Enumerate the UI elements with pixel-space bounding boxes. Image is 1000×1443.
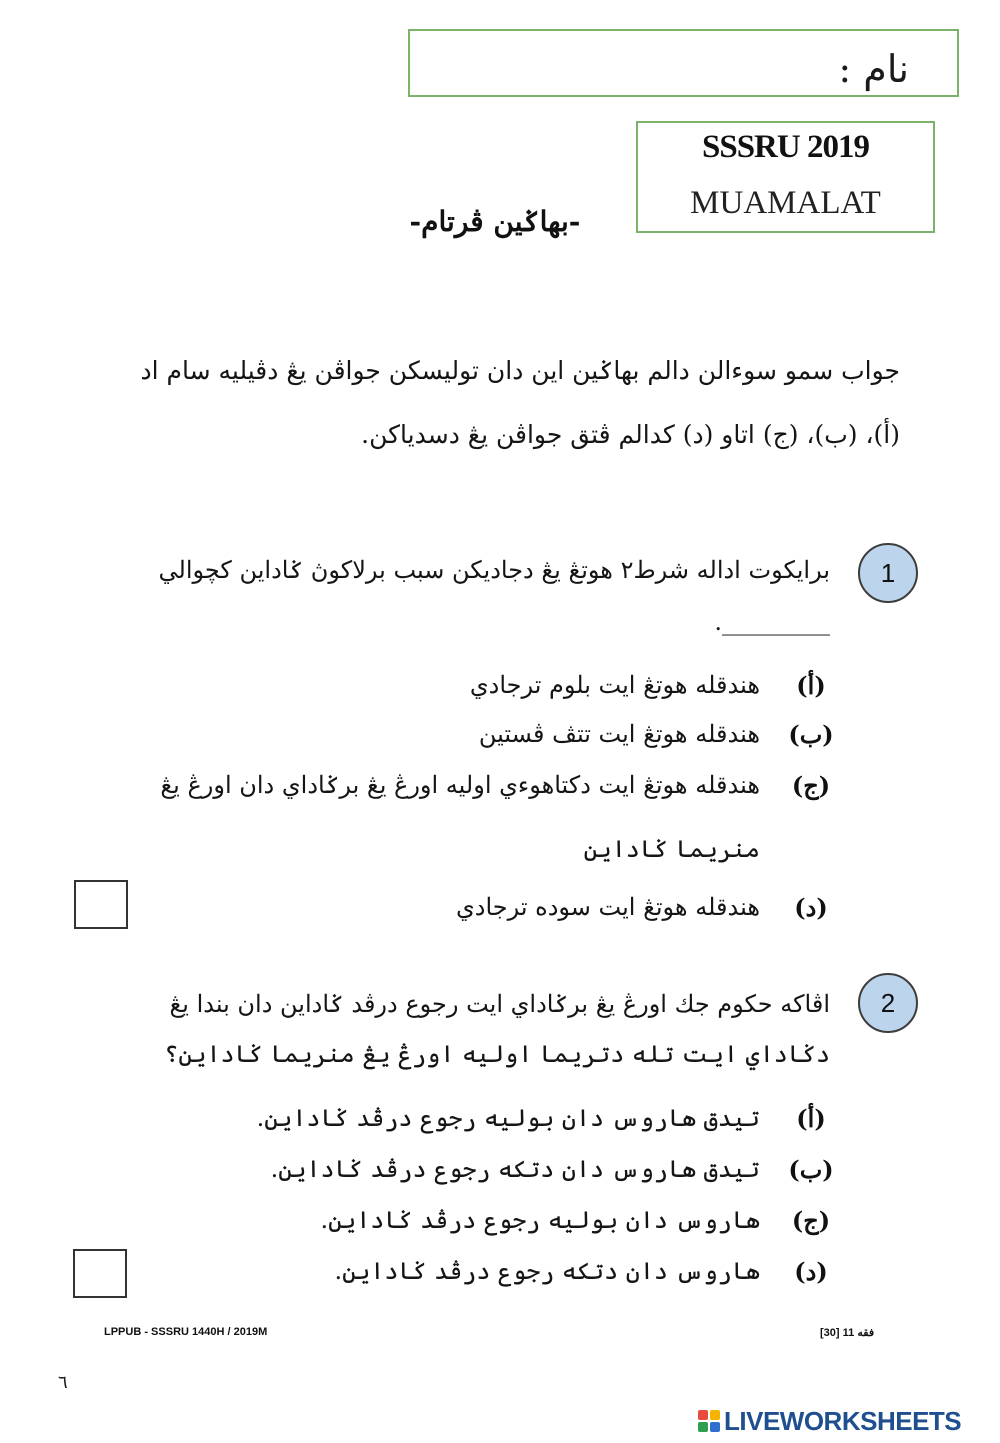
footer-code: LPPUB - SSSRU 1440H / 2019M xyxy=(104,1326,268,1338)
logo-square-icon xyxy=(698,1422,708,1432)
q2-option-a-label: (أ) xyxy=(796,1104,826,1133)
q2-option-d-text: هاروس دان دتكه رجوع درڤد ݢاداين. xyxy=(334,1257,760,1285)
section-heading: -بهاݢين ڤرتام- xyxy=(409,205,581,238)
q1-option-b-label: (ب) xyxy=(788,720,834,749)
q1-answer-box[interactable] xyxy=(74,880,128,929)
question-1-number: 1 xyxy=(858,543,918,603)
q1-option-a-text: هندقله هوتڠ ايت بلوم ترجادي xyxy=(469,671,760,699)
exam-title: SSSRU 2019 xyxy=(702,129,869,165)
q2-option-c-text: هاروس دان بوليه رجوع درڤد ݢاداين. xyxy=(320,1206,760,1234)
liveworksheets-icon xyxy=(698,1410,720,1432)
q2-answer-box[interactable] xyxy=(73,1249,127,1298)
footer-page-ref: فقه 11 [30] xyxy=(820,1327,875,1339)
question-2-stem-line-1: اڤاكه حكوم جك اورڠ يڠ برݢاداي ايت رجوع درڤد ݢاداين دان بندا يڠ xyxy=(169,990,830,1018)
exam-info-box xyxy=(636,121,935,233)
exam-subject: MUAMALAT xyxy=(690,185,881,221)
q2-option-d-label: (د) xyxy=(794,1257,828,1286)
instruction-line-1: جواب سمو سوءالن دالم بهاݢين اين دان توليسكن جواڤن يڠ دڤيليه سام اد xyxy=(140,356,900,385)
question-1-blank: _________. xyxy=(714,608,830,636)
q2-option-b-text: تيدق هاروس دان دتكه رجوع درڤد ݢاداين. xyxy=(270,1155,760,1183)
logo-square-icon xyxy=(710,1410,720,1420)
name-field[interactable] xyxy=(408,29,959,97)
name-label: نام : xyxy=(838,47,909,91)
page-mark: ٦ xyxy=(58,1372,68,1393)
instruction-line-2: (أ)، (ب)، (ج) اتاو (د) كدالم ڤتق جواڤن يڠ دسدياكن. xyxy=(361,420,900,449)
q2-option-a-text: تيدق هاروس دان بوليه رجوع درڤد ݢاداين. xyxy=(256,1104,760,1132)
q1-option-c-label: (ج) xyxy=(791,771,831,800)
brand-name: LIVEWORKSHEETS xyxy=(724,1405,962,1436)
logo-square-icon xyxy=(698,1410,708,1420)
liveworksheets-logo xyxy=(698,1406,961,1436)
question-2-stem-line-2: دݢاداي ايت تله دتريما اوليه اورڠ يڠ منريما ݢاداين؟ xyxy=(164,1040,830,1068)
q1-option-d-text: هندقله هوتڠ ايت سوده ترجادي xyxy=(455,893,760,921)
q2-option-b-label: (ب) xyxy=(788,1155,834,1184)
q1-option-d-label: (د) xyxy=(794,893,828,922)
q2-option-c-label: (ج) xyxy=(791,1206,831,1235)
question-1-stem: برايكوت اداله شرط٢ هوتڠ يڠ دجاديكن سبب برلاكوڽ ݢاداين كچوالي xyxy=(158,556,830,584)
question-2-number: 2 xyxy=(858,973,918,1033)
q1-option-a-label: (أ) xyxy=(796,671,826,700)
q1-option-c-text: هندقله هوتڠ ايت دكتاهوءي اوليه اورڠ يڠ برݢاداي دان اورڠ يڠ xyxy=(160,771,760,799)
logo-square-icon xyxy=(710,1422,720,1432)
q1-option-c-text-cont: منريما ݢاداين xyxy=(583,835,760,863)
q1-option-b-text: هندقله هوتڠ ايت تتڤ ڤستين xyxy=(478,720,760,748)
